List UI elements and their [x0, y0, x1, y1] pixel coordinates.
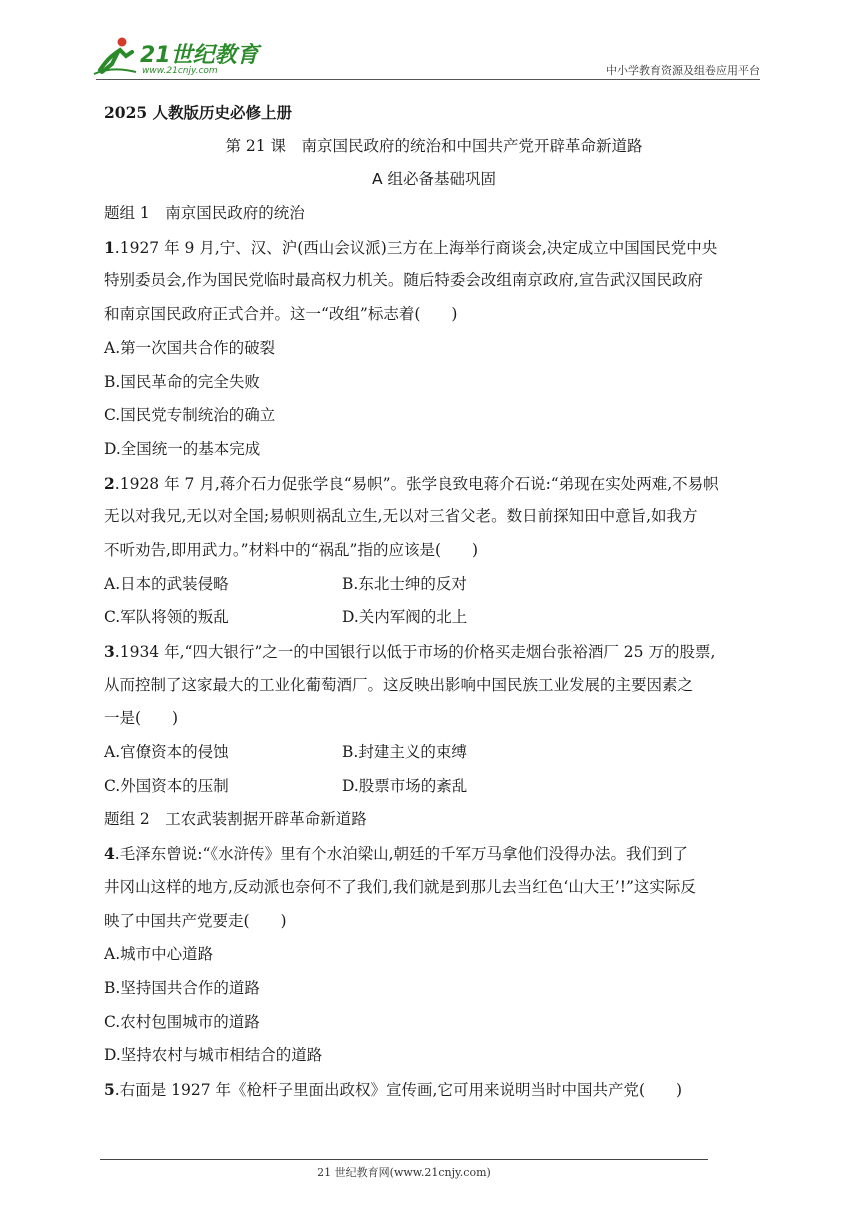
option-d[interactable]: D.全国统一的基本完成	[104, 439, 261, 458]
option-c[interactable]: C.军队将领的叛乱	[104, 608, 229, 627]
option-b[interactable]: B.国民革命的完全失败	[104, 372, 260, 391]
question-number: 4	[104, 844, 115, 864]
question-text-line: 映了中国共产党要走( )	[104, 911, 287, 930]
question-3	[104, 635, 764, 803]
question-1	[104, 231, 764, 467]
book-title: 2025 人教版历史必修上册	[104, 103, 293, 122]
question-text-line: 一是( )	[104, 709, 179, 728]
option-b[interactable]: B.东北士绅的反对	[342, 574, 467, 593]
option-a[interactable]: A.官僚资本的侵蚀	[104, 743, 229, 762]
question-text-line: 1.1927 年 9 月,宁、汉、沪(西山会议派)三方在上海举行商谈会,决定成立中国国民党中央	[104, 237, 718, 257]
option-d[interactable]: D.股票市场的紊乱	[342, 776, 468, 795]
runner-logo-icon	[92, 36, 138, 76]
group2-title: 题组 2 工农武装割据开辟革命新道路	[104, 810, 367, 829]
question-text-line: 和南京国民政府正式合并。这一“改组”标志着( )	[104, 305, 458, 324]
option-b[interactable]: B.封建主义的束缚	[342, 743, 467, 762]
question-number: 3	[104, 642, 115, 661]
question-text-line: 从而控制了这家最大的工业化葡萄酒厂。这反映出影响中国民族工业发展的主要因素之	[104, 675, 694, 694]
platform-label: 中小学教育资源及组卷应用平台	[606, 64, 760, 77]
option-d[interactable]: D.关内军阀的北上	[342, 608, 468, 627]
question-2	[104, 467, 764, 635]
option-b[interactable]: B.坚持国共合作的道路	[104, 978, 260, 997]
brand-name: 21世纪教育	[140, 43, 259, 68]
brand-url: www.21cnjy.com	[142, 66, 218, 76]
question-text-line: 5.右面是 1927 年《枪杆子里面出政权》宣传画,它可用来说明当时中国共产党( )	[104, 1079, 683, 1099]
question-text-line: 2.1928 年 7 月,蒋介石力促张学良“易帜”。张学良致电蒋介石说:“弟现在实处两难,不易帜	[104, 473, 719, 493]
option-row	[104, 770, 764, 804]
option-c[interactable]: C.外国资本的压制	[104, 776, 229, 795]
footer-divider	[100, 1159, 708, 1160]
question-text-line: 不听劝告,即用武力。”材料中的“祸乱”指的应该是( )	[104, 540, 479, 559]
section-title: A 组必备基础巩固	[371, 170, 497, 189]
question-text-line: 特别委员会,作为国民党临时最高权力机关。随后特委会改组南京政府,宣告武汉国民政府	[104, 271, 703, 290]
footer-site-link[interactable]: 21 世纪教育网(www.21cnjy.com)	[317, 1166, 491, 1179]
question-text-line: 4.毛泽东曾说:“《水浒传》里有个水泊梁山,朝廷的千军万马拿他们没得办法。我们到了	[104, 844, 689, 864]
question-4	[104, 837, 764, 1073]
question-text-line: 井冈山这样的地方,反动派也奈何不了我们,我们就是到那儿去当红色‘山大王’!”这实际反	[104, 877, 696, 896]
option-row	[104, 736, 764, 770]
page-header	[0, 0, 860, 90]
question-text-line: 3.1934 年,“四大银行”之一的中国银行以低于市场的价格买走烟台张裕酒厂 25 万的股票,	[104, 642, 716, 661]
option-row	[104, 568, 764, 602]
lesson-title: 第 21 课 南京国民政府的统治和中国共产党开辟革命新道路	[225, 136, 643, 155]
option-a[interactable]: A.城市中心道路	[104, 945, 214, 964]
option-row	[104, 601, 764, 635]
option-a[interactable]: A.日本的武装侵略	[104, 574, 229, 593]
question-number: 1	[104, 237, 115, 257]
question-text-line: 无以对我兄,无以对全国;易帜则祸乱立生,无以对三省父老。数日前探知田中意旨,如我方	[104, 507, 698, 526]
group1-title: 题组 1 南京国民政府的统治	[104, 204, 305, 223]
header-divider	[96, 79, 760, 80]
site-logo[interactable]	[92, 36, 262, 80]
question-number: 5	[104, 1079, 115, 1099]
question-5	[104, 1073, 764, 1107]
option-c[interactable]: C.国民党专制统治的确立	[104, 406, 276, 425]
option-a[interactable]: A.第一次国共合作的破裂	[104, 338, 276, 357]
option-d[interactable]: D.坚持农村与城市相结合的道路	[104, 1046, 323, 1065]
document-body	[104, 96, 764, 1107]
question-number: 2	[104, 473, 115, 493]
option-c[interactable]: C.农村包围城市的道路	[104, 1012, 260, 1031]
